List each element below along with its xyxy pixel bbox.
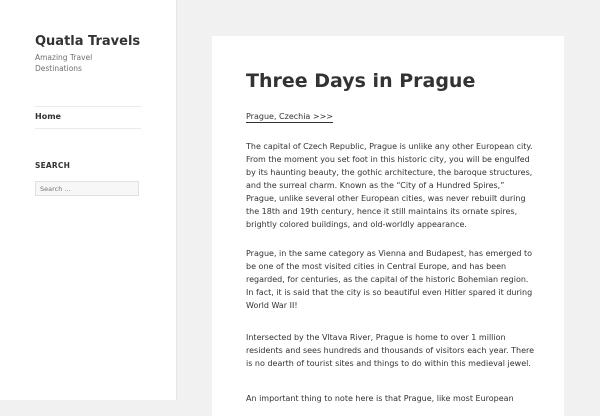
search-input[interactable] [35, 181, 139, 196]
nav-top-divider [35, 106, 141, 107]
nav-bottom-divider [35, 128, 141, 129]
post-location-link[interactable]: Prague, Czechia >>> [246, 112, 333, 121]
post-article [212, 36, 564, 416]
post-paragraph: Intersected by the Vltava River, Prague is home to over 1 million residents and sees hundreds and thousands of visitors each year. There is no dearth of tourist sites and things to do within this medieval jewel. [246, 333, 535, 368]
post-title: Three Days in Prague [246, 70, 476, 92]
site-title[interactable]: Quatla Travels [35, 34, 141, 49]
post-paragraph: Prague, in the same category as Vienna and Budapest, has emerged to be one of the most visited cities in Central Europe, and has been regarded, for centuries, as the capital of the historic Bohemian region. In fact, it is said that the city is so beautiful even Hitler spared it during World War II! [246, 249, 533, 310]
post-paragraph: The capital of Czech Republic, Prague is unlike any other European city. From the moment you set foot in this historic city, you will be engulfed by its haunting beauty, the gothic architecture, the baroque structures, and the surreal charm. Known as the “City of a Hundred Spires,” Prague, unlike several other European cities, was never rebuilt during the 18th and 19th century, hence it still maintains its ornate spires, brightly colored buildings, and old-worldly appearance. [246, 142, 533, 229]
post-paragraph: An important thing to note here is that Prague, like most European [246, 394, 514, 403]
search-widget-title: SEARCH [35, 161, 71, 170]
nav-item-home[interactable]: Home [35, 112, 61, 121]
site-description: Amazing Travel Destinations [35, 53, 93, 73]
sidebar [0, 0, 177, 400]
